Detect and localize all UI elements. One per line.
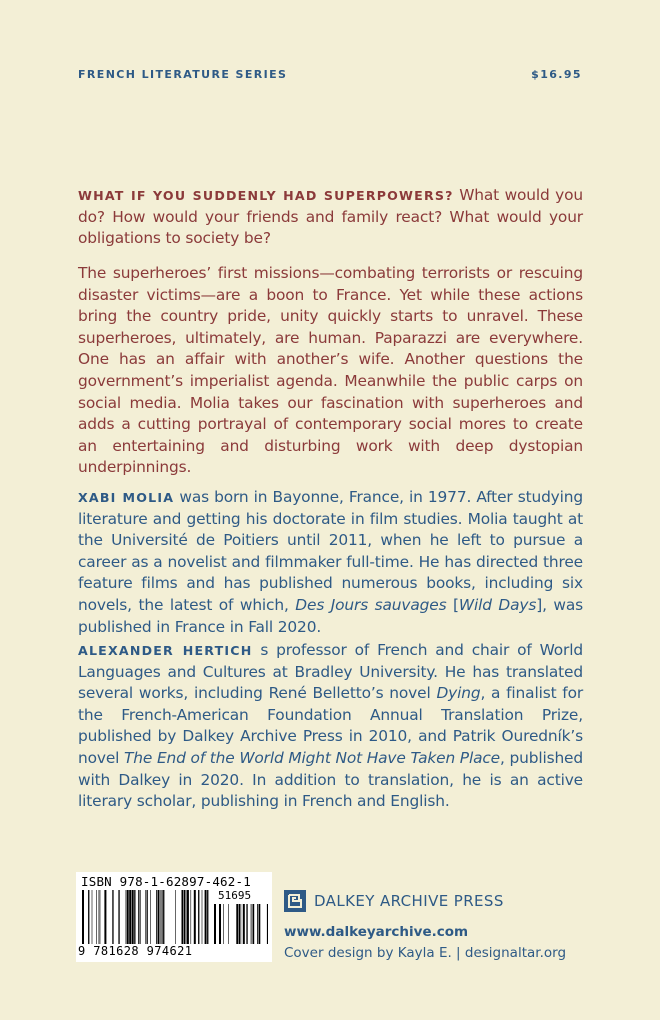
barcode-bars xyxy=(82,890,210,944)
author-name: XABI MOLIA xyxy=(78,490,175,505)
barcode-bar xyxy=(186,890,187,944)
barcode-bar xyxy=(118,890,119,944)
barcode-bar xyxy=(88,890,89,944)
barcode-bar xyxy=(205,890,207,944)
barcode-bar xyxy=(100,890,101,944)
barcode-bar xyxy=(214,904,216,944)
publisher xyxy=(284,890,504,912)
barcode-bar xyxy=(140,890,141,944)
barcode-addon: 51695 xyxy=(218,889,252,902)
barcode-bar xyxy=(163,890,164,944)
barcode-bar xyxy=(198,890,199,944)
publisher-name: DALKEY ARCHIVE PRESS xyxy=(314,892,504,910)
barcode-bar xyxy=(134,890,135,944)
barcode xyxy=(76,872,272,962)
barcode-bar xyxy=(138,890,139,944)
barcode-bar xyxy=(252,904,253,944)
bracket-open: [ xyxy=(446,595,459,614)
author-book-title-en: Wild Days xyxy=(458,595,537,614)
blurb-paragraph: The superheroes’ first missions—combating terrorists or rescuing disaster victims—are a boon to France. Yet while these actions bring the country pride, unity quickly starts to unravel. These superheroes, ultimately, are human. Paparazzi are everywhere. One has an affair with another’s wife. Another questions the government’s imperialist agenda. Meanwhile the public carps on social media. Molia takes our fascination with superheroes and adds a cutting portrayal of contemporary social mores to create an entertaining and disturbing work with deep dystopian underpinnings. xyxy=(78,264,583,477)
barcode-bar xyxy=(228,904,229,944)
blurb-lead: WHAT IF YOU SUDDENLY HAD SUPERPOWERS? xyxy=(78,188,454,203)
barcode-bar xyxy=(187,890,189,944)
barcode-bar xyxy=(236,904,238,944)
barcode-bar xyxy=(112,890,113,944)
barcode-bar xyxy=(127,890,129,944)
barcode-bar xyxy=(99,890,100,944)
barcode-bar xyxy=(219,904,221,944)
barcode-bar xyxy=(160,890,161,944)
translator-book-1: Dying xyxy=(436,684,481,703)
barcode-bar xyxy=(145,890,146,944)
barcode-bar xyxy=(150,890,151,944)
barcode-bar xyxy=(239,904,240,944)
barcode-bar xyxy=(257,904,258,944)
barcode-bar xyxy=(184,890,185,944)
series-label: FRENCH LITERATURE SERIES xyxy=(78,68,288,81)
barcode-bar xyxy=(246,904,247,944)
barcode-bar xyxy=(202,890,203,944)
barcode-bar xyxy=(223,904,224,944)
header xyxy=(78,68,582,81)
dalkey-logo-icon xyxy=(284,890,306,912)
barcode-bar xyxy=(158,890,159,944)
translator-bio-3: , published with Dalkey in 2020. In addition to translation, he is an active literary scholar, publishing in French and English. xyxy=(78,748,583,811)
blurb-intro-text: What would you do? How would your friends and family react? What would your obligations to society be? xyxy=(78,186,584,248)
barcode-bar xyxy=(126,890,127,944)
translator-book-2: The End of the World Might Not Have Taken Place xyxy=(124,748,500,767)
barcode-bar xyxy=(156,890,157,944)
barcode-bar xyxy=(253,904,254,944)
blurb-intro xyxy=(78,185,583,250)
isbn-digits: 9 781628 974621 xyxy=(78,944,193,958)
barcode-bar xyxy=(175,890,176,944)
barcode-bar xyxy=(267,904,268,944)
barcode-bar xyxy=(129,890,131,944)
translator-bio-2: , a finalist for the French-American Foundation Annual Translation Prize, published by Dalkey Archive Press in 2010, and Patrik Ouredník’s novel xyxy=(78,684,584,767)
isbn-label: ISBN 978-1-62897-462-1 xyxy=(81,874,251,889)
translator-name: ALEXANDER HERTICH xyxy=(78,643,253,658)
barcode-bar xyxy=(132,890,134,944)
barcode-bar xyxy=(92,890,93,944)
author-book-title-fr: Des Jours sauvages xyxy=(295,595,447,614)
barcode-bar xyxy=(104,890,106,944)
translator-bio-1: s professor of French and chair of World Languages and Cultures at Bradley University. He has translated several works, including René Belletto’s novel xyxy=(78,641,583,703)
barcode-bar xyxy=(82,890,84,944)
cover-credit: Cover design by Kayla E. | designaltar.org xyxy=(284,945,567,961)
barcode-bar xyxy=(161,890,162,944)
barcode-bar xyxy=(241,904,242,944)
barcode-bar xyxy=(147,890,148,944)
barcode-addon-bars xyxy=(214,904,268,944)
price-label: $16.95 xyxy=(531,68,582,81)
translator-bio xyxy=(78,640,583,813)
barcode-bar xyxy=(182,890,184,944)
publisher-website[interactable]: www.dalkeyarchive.com xyxy=(284,924,469,940)
barcode-bar xyxy=(243,904,245,944)
barcode-bar xyxy=(191,890,192,944)
barcode-bar xyxy=(162,890,163,944)
author-bio xyxy=(78,487,583,638)
barcode-bar xyxy=(207,890,208,944)
barcode-bar xyxy=(259,904,260,944)
barcode-bar xyxy=(96,890,97,944)
barcode-bar xyxy=(194,890,196,944)
author-bio-text: was born in Bayonne, France, in 1977. After studying literature and getting his doctorate in film studies. Molia taught at the Université de Poitiers until 2011, when he left to pursue a career as a novelist and filmmaker full-time. He has directed three feature films and has published numerous books, including six novels, the latest of which, xyxy=(78,488,583,614)
barcode-bar xyxy=(251,904,252,944)
author-bio-end: ], was published in France in Fall 2020. xyxy=(78,595,583,636)
